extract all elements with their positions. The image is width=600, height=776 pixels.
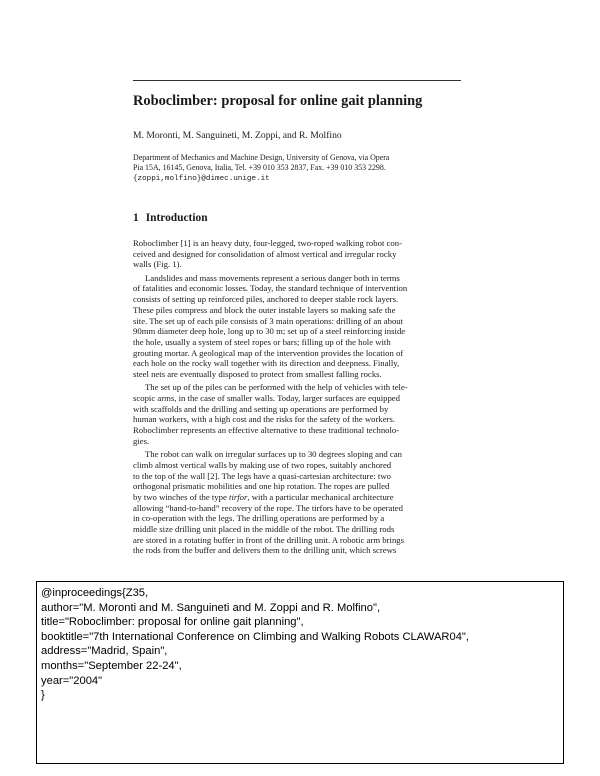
citation-line: booktitle="7th International Conference on Climbing and Walking Robots CLAWAR04",: [41, 630, 470, 643]
citation-line: title="Roboclimber: proposal for online gait planning",: [41, 616, 304, 629]
header-rule: [133, 80, 461, 81]
text-line: 90mm diameter deep hole, long up to 30 m; set up of a steel reinforcing inside: [133, 326, 406, 337]
text-line: orthogonal prismatic mobilities and one hip rotation. The ropes are pulled: [133, 481, 390, 492]
text-line: climb almost vertical walls by making use of two ropes, suitably anchored: [133, 459, 392, 470]
text-run: , with a particular mechanical architecture: [247, 491, 394, 502]
text-line: to the top of the wall [2]. The legs have a quasi-cartesian architecture: two: [133, 470, 391, 481]
paragraph: [133, 238, 461, 270]
text-line: The set up of the piles can be performed with the help of vehicles with tele-: [145, 382, 408, 393]
text-line: scopic arms, in the case of smaller walls. Today, larger surfaces are equipped: [133, 393, 400, 404]
author-list: M. Moronti, M. Sanguineti, M. Zoppi, and R. Molfino: [133, 130, 342, 141]
text-line: Roboclimber [1] is an heavy duty, four-legged, two-roped walking robot con-: [133, 238, 402, 248]
text-line: each hole on the rocky wall together with its direction and deepness. Finally,: [133, 358, 400, 369]
paragraph: [133, 382, 461, 446]
text-line: the hole, usually a system of steel ropes or bars; filling up of the hole with: [133, 336, 391, 347]
affiliation-line: Department of Mechanics and Machine Design, University of Genova, via Opera: [133, 153, 390, 162]
text-line: gies.: [133, 435, 150, 446]
text-line: middle size drilling unit placed in the middle of the robot. The drilling rods: [133, 524, 395, 535]
paragraph: [133, 273, 461, 380]
section-number: 1: [133, 212, 139, 224]
text-line: Roboclimber represents an effective alternative to these traditional technolo-: [133, 425, 400, 436]
citation-line: }: [41, 689, 45, 702]
section-body: [133, 238, 461, 559]
text-line: ceived and designed for consolidation of almost vertical and irregular rocky: [133, 248, 397, 259]
text-line: grouting mortar. A geological map of the intervention provides the location of: [133, 347, 404, 358]
text-line: the rods from the buffer and delivers them to the drilling unit, which screws: [133, 545, 397, 556]
text-line: [133, 492, 461, 503]
affiliation-line: Pia 15A, 16145, Genova, Italia, Tel. +39 010 353 2837, Fax. +39 010 353 2298.: [133, 163, 386, 173]
citation-line: @inproceedings{Z35,: [41, 587, 149, 599]
text-line: Landslides and mass movements represent a serious danger both in terms: [145, 272, 400, 283]
citation-line: author="M. Moronti and M. Sanguineti and M. Zoppi and R. Molfino",: [41, 601, 381, 614]
bibtex-citation-box: [36, 581, 564, 764]
text-line: allowing “hand-to-hand” recovery of the rope. The tirfors have to be operated: [133, 502, 404, 513]
text-line: site. The set up of each pile consists of 3 main operations: drilling of an about: [133, 315, 404, 326]
text-line: walls (Fig. 1).: [133, 259, 182, 270]
affiliation: [133, 153, 463, 184]
text-line: consists of setting up reinforced piles, anchored to deeper stable rock layers.: [133, 294, 399, 305]
citation-line: year="2004": [41, 674, 103, 687]
citation-line: months="September 22-24",: [41, 659, 182, 672]
text-run: by two winches of the type: [133, 491, 230, 502]
citation-line: address="Madrid, Spain",: [41, 645, 168, 658]
paragraph: [133, 449, 461, 556]
section-title: Introduction: [145, 212, 208, 224]
text-line: are stored in a rotating buffer in front of the drilling unit. A robotic arm brings: [133, 534, 405, 545]
text-line: human workers, with a high cost and the risks for the safety of the workers.: [133, 414, 396, 425]
text-line: with scaffolds and the drilling and setting up operations are performed by: [133, 403, 389, 414]
text-line: steel nets are eventually disposed to protect from smallest falling rocks.: [133, 369, 382, 380]
section-heading: [133, 212, 208, 224]
text-line: in co-operation with the legs. The drilling operations are performed by a: [133, 513, 385, 524]
emphasis-term: tirfor: [229, 491, 248, 502]
text-line: These piles compress and block the outer instable layers so making safe the: [133, 304, 396, 315]
text-line: The robot can walk on irregular surfaces up to 30 degrees sloping and can: [145, 449, 402, 460]
paper-title: Roboclimber: proposal for online gait planning: [133, 93, 423, 109]
author-email: {zoppi,molfino}@dimec.unige.it: [133, 174, 270, 183]
text-line: of fatalities and economic losses. Today, the standard technique of intervention: [133, 283, 408, 294]
